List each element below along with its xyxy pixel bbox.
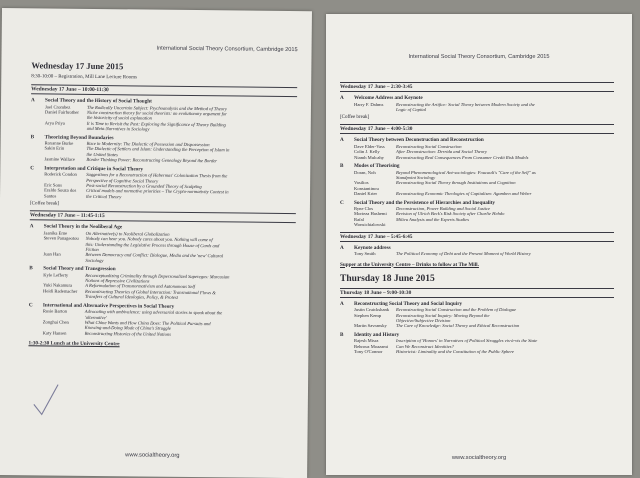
session-letter: A (31, 97, 35, 104)
page-header: International Social Theory Consortium, Cambridge 2015 (408, 54, 550, 60)
session-title: Social Theory and Transgression (43, 265, 116, 273)
day-title: Thursday 18 June 2015 (340, 273, 435, 284)
speaker-name: Rajesh Misra (354, 338, 379, 344)
session-title: Keynote address (354, 244, 391, 251)
talk-title: Perspective of Cognitive Social Theory (86, 177, 159, 184)
talk-title: Logic of Capital (396, 106, 427, 112)
speaker-name: Vasilios (354, 180, 369, 186)
talk-title: Knowing-and-Doing Mode of China's Struggle (84, 325, 171, 332)
talk-title: this: Understanding the Legislative Process through House of Cards and (85, 241, 220, 248)
session-title: Theorizing Beyond Boundaries (44, 133, 114, 141)
lunch-line: 1:30-2:30 Lunch at the University Centre (28, 340, 120, 348)
talk-title: Can We Reconstruct Identities? (396, 343, 454, 349)
talk-title: Race in Modernity: The Dialectic of Possession and Dispossession (86, 140, 210, 148)
talk-title: Milieu Analysis and the Experts Studies (396, 216, 470, 222)
speaker-name (354, 107, 396, 112)
session-letter: A (29, 223, 34, 230)
talk-row (340, 251, 614, 256)
talk-title: the Critical Theory (86, 193, 122, 200)
session-block (30, 134, 296, 165)
session-letter: A (340, 244, 344, 251)
session-title: Social Theory between Deconstruction and Reconstruction (354, 137, 484, 144)
speaker-name: Roderick Condon (44, 171, 77, 177)
talk-title: Reconstructing Social Theory through Institutions and Cognition (396, 180, 516, 186)
talk-title: Reconstructing Histories of the United Nations (84, 330, 172, 337)
speaker-name: Tony O'Connor (354, 349, 383, 355)
speaker-name: Rosie Barton (42, 308, 67, 314)
speaker-name: Heidi Rademacher (43, 288, 78, 294)
talk-row (340, 155, 614, 160)
supper-line: Supper at the University Centre – Drinks to follow at The Mill. (340, 261, 479, 268)
speaker-name: Steven Panageotou (43, 235, 79, 241)
session-letter: C (28, 301, 33, 308)
talk-title: What Chine Wants and How China Does: The Political Pursuits and (84, 319, 211, 327)
session-title: Social Theory and the History of Social Thought (45, 97, 152, 105)
speaker-name: Daniel Krier (354, 191, 378, 197)
speaker-name: Stephen Kemp (354, 312, 382, 318)
talk-title: Notions of Repressive Civilizations (85, 277, 150, 284)
talk-title: Reconstructing Real Consequences From Consumer Credit Risk Models (396, 154, 529, 160)
talk-title: The Care of Knowledge: Social Theory and Ethical Reconstruction (396, 323, 520, 329)
session-group (29, 223, 296, 338)
session-group (340, 245, 614, 257)
talk-row (340, 191, 614, 196)
session-group (340, 95, 614, 112)
speaker-name: Tony Smith (354, 251, 376, 257)
talk-title: The Political Economy of Debt and the Present Moment of World History (396, 251, 531, 257)
talk-title: Beyond Phenomenological Ant-sociologies: Foucault's "Care of the Self" as (396, 169, 536, 175)
session-letter: B (340, 331, 344, 338)
session-group (30, 97, 297, 201)
talk-title: Reconstructing Social Inquiry: Moving Beyond the (396, 312, 490, 318)
speaker-name: Harry F. Dahms (354, 101, 384, 107)
speaker-name: Katy Hansen (42, 330, 67, 336)
speaker-name: Arya Priya (44, 120, 65, 126)
talk-title: Critical models and normative priorities – The Crypto-normativity Contest in (86, 188, 229, 195)
session-block (340, 332, 614, 355)
time-slot-heading: Wednesday 17 June – 4:00-5:30 (340, 124, 614, 134)
speaker-name: Sakin Erin (44, 145, 65, 152)
session-letter: A (340, 300, 344, 307)
session-block (31, 97, 297, 133)
talk-title: Standpoint Sociology (396, 174, 436, 180)
speaker-name: Niamh Mulcahy (354, 154, 384, 160)
speaker-name: Yuki Nakamura (43, 282, 73, 289)
session-heading (340, 245, 614, 251)
handwritten-tick-mark (32, 380, 60, 420)
speaker-name: Juan Han (43, 251, 61, 257)
session-heading (340, 301, 614, 307)
session-title: International and Alternative Perspectives in Social Theory (42, 302, 175, 310)
coffee-break: [Coffee break] (340, 115, 370, 121)
talk-title: After Deconstruction: Derrida and Social Theory (396, 149, 487, 155)
speaker-name: Jasmine Wallace (44, 156, 75, 163)
talk-title: Objective/Subjective Division (396, 317, 451, 323)
speaker-name: Morteza Hashemi (354, 211, 387, 217)
speaker-name: Ryne Clos (354, 206, 374, 212)
talk-title: Post-social Reconstruction by a Grounded Theory of Sculpting (86, 182, 202, 190)
talk-title: Reconstructing Economic Theologies of Capitalism: Agamben and Weber (396, 191, 532, 197)
session-block (29, 265, 295, 301)
speaker-name: Kyle Lefferty (43, 272, 69, 278)
talk-title: the United States (86, 151, 118, 158)
session-title: Interpretation and Critique in Social Theory (44, 165, 144, 173)
speaker-name: Konstantinou (354, 185, 379, 191)
speaker-name: Zonghai Chen (42, 319, 69, 325)
registration-line: 8:30-10:00 – Registration, Mill Lane Lecture Rooms (31, 74, 137, 81)
talk-title: Reconstructing the Artifice: Social Theory between Modern Society and the (396, 101, 535, 107)
session-heading (340, 332, 614, 338)
speaker-name (43, 257, 85, 263)
talk-title: Reconstructing Theories of Global Interaction: Transnational Flows & (85, 288, 216, 296)
right-page (326, 14, 632, 475)
talk-title: The Dialectic of Settlers and Islam: Understanding the Perception of Islam in (86, 146, 230, 153)
session-letter: B (30, 133, 35, 140)
talk-title: and Meta-Narratives in Sociology (86, 126, 150, 132)
session-title: Social Theory in the Neoliberal Age (43, 223, 123, 231)
page-footer: www.socialtheory.org (451, 455, 507, 461)
speaker-name: Eraldo Souza dos (44, 187, 77, 194)
talk-title: Fiction (85, 246, 99, 252)
speaker-name: Joel Crombez (44, 103, 71, 110)
session-group (340, 301, 614, 355)
speaker-name: Eric Sons (44, 182, 62, 188)
speaker-name: Roxanne Burke (44, 140, 74, 146)
talk-title: Reconceptualizing Criminality through Depersonalized Superegos: Marcusian (85, 272, 230, 280)
session-block (340, 301, 614, 329)
session-block (340, 137, 614, 160)
session-heading (340, 163, 614, 169)
day-title: Wednesday 17 June 2015 (31, 60, 124, 72)
talk-title (396, 222, 614, 227)
time-slot-heading: Wednesday 17 June – 5:45-6:45 (340, 232, 614, 242)
speaker-name: Martin Savransky (354, 323, 387, 329)
session-title: Modes of Theorising (354, 163, 400, 170)
talk-title: The Radically Uncertain Subject: Psychoanalysis and the Method of Theory (86, 104, 227, 111)
speaker-name: Dave Elder-Vass (354, 143, 385, 149)
session-title: Social Theory and the Persistence of Hierarchies and Inequality (354, 199, 496, 206)
speaker-name: Rafal (354, 216, 364, 222)
talk-title: On Alternative(s) to Neoliberal Globalization (85, 230, 170, 237)
session-block (340, 245, 614, 257)
talk-title: It is Time to Revisit the Past: Exploring the Significance of Theory Building (86, 120, 226, 128)
session-heading (340, 137, 614, 143)
left-page (0, 8, 312, 478)
session-title: Identity and History (354, 331, 400, 338)
talk-title: the historicity of social explanation (86, 115, 152, 121)
talk-row (340, 349, 614, 354)
talk-title: Advocating with ambivalence: using adversarial stories to speak about the (84, 309, 223, 316)
coffee-break: [Coffee break] (29, 201, 60, 207)
speaker-name: Colin J. Kelly (354, 149, 380, 155)
talk-title: Historicist: Liminality and the Constitution of the Public Sphere (396, 349, 514, 355)
talk-title: Between Democracy and Conflict: Dialogue, Media and the 'new' Cultural (85, 252, 224, 259)
speaker-name: Justin Cruickshank (354, 307, 390, 313)
session-letter: C (30, 164, 35, 172)
speaker-name (45, 126, 87, 132)
session-block (340, 200, 614, 228)
time-slot-heading: Wednesday 17 June – 2:30-3:45 (340, 82, 614, 92)
talk-title: A Reformulation of Transnormativism and Autonomous Self (85, 283, 195, 290)
session-letter: A (340, 137, 344, 144)
session-title: Reconstructing Social Theory and Social Inquiry (354, 300, 463, 307)
time-slot-heading: Thursday 18 June – 9:00-10:30 (340, 288, 614, 298)
left-content (28, 60, 297, 349)
session-block (30, 165, 296, 201)
session-letter: B (29, 265, 33, 272)
page-footer: www.socialtheory.org (125, 452, 180, 459)
talk-title: Inscription of 'Honors' in Narratives of Political Struggles vis-à-vis the State (396, 338, 538, 344)
time-slot-heading: Wednesday 17 June – 11:45-1:15 (30, 210, 296, 223)
right-content (340, 78, 614, 357)
talk-title: Revision of Ulrich Beck's Risk Society after Charlie Hebdo (396, 211, 505, 217)
session-letter: C (340, 199, 344, 206)
talk-row (340, 323, 614, 328)
talk-title: Suggestions for a Reconstruction of Habermas' Colonization Thesis from the (86, 172, 228, 179)
session-block (29, 302, 295, 338)
talk-title: Nobody can hear you. Nobody cares about you. Nothing will come of (85, 235, 213, 243)
talk-row (340, 107, 614, 112)
talk-title: Reconstructing Social Construction and the Problem of Dialogue (396, 307, 517, 313)
time-slot-heading: Wednesday 17 June – 10:00-11:30 (31, 84, 297, 97)
talk-title: 'alternative' (84, 314, 107, 320)
talk-title: Deconstruction, Power Building and Social Justice (396, 206, 491, 212)
speaker-name: Wonsichialowski (354, 222, 386, 228)
speaker-name: Doran, Noh (354, 169, 376, 175)
session-letter: A (340, 95, 344, 101)
talk-title: Niche construction theory for social theorists: an evolutionary argument for (86, 109, 227, 117)
speaker-name: Daniel Fairbrother (44, 109, 80, 115)
session-heading (340, 200, 614, 206)
session-letter: B (340, 163, 344, 170)
session-block (340, 163, 614, 197)
session-block (29, 223, 295, 265)
speaker-name: Santos (44, 193, 57, 199)
page-header: International Social Theory Consortium, Cambridge 2015 (156, 45, 298, 54)
speaker-name (43, 294, 85, 300)
session-title: Welcome Address and Keynote (354, 95, 423, 101)
talk-title: Sociology (85, 257, 104, 263)
talk-title: Reconstructing Social Construction (396, 143, 462, 149)
session-heading (340, 95, 614, 101)
speaker-name: Behrouz Moazami (354, 343, 389, 349)
talk-title: Border Thinking Power: Reconstructing Genealogy Beyond the Border (86, 157, 218, 164)
talk-row (340, 222, 614, 227)
talk-title: Transfers of Cultural Ideologies, Policy, & Protest (84, 294, 178, 301)
session-block (340, 95, 614, 112)
session-group (340, 137, 614, 227)
speaker-name: Jaanika Erne (43, 230, 68, 236)
